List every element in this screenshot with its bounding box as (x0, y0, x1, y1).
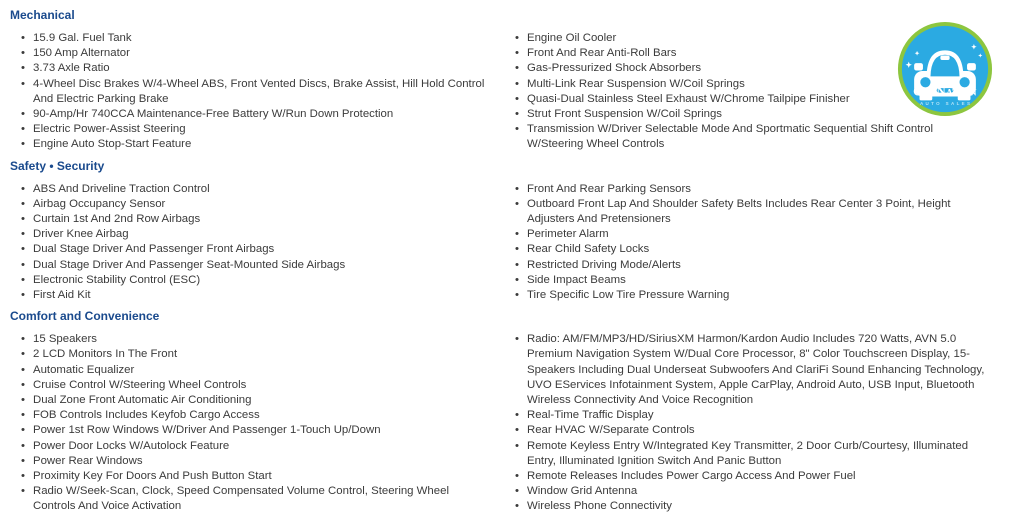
feature-item: • ABS And Driveline Traction Control (10, 182, 504, 197)
feature-item: • Power Door Locks W/Autolock Feature (10, 439, 504, 454)
feature-item: • Front And Rear Parking Sensors (504, 182, 1004, 197)
feature-item: • Tire Specific Low Tire Pressure Warning (504, 288, 1004, 303)
feature-item: • Radio W/Seek-Scan, Clock, Speed Compensated Volume Control, Steering Wheel Controls And Voice Activation (10, 484, 504, 514)
feature-item: • Remote Keyless Entry W/Integrated Key Transmitter, 2 Door Curb/Courtesy, Illuminated Entry, Illuminated Ignition Switch And Panic Button (504, 439, 1004, 469)
feature-item: • 15 Speakers (10, 332, 504, 347)
feature-item: • Dual Stage Driver And Passenger Front Airbags (10, 242, 504, 257)
feature-item: • FOB Controls Includes Keyfob Cargo Access (10, 408, 504, 423)
carnation-auto-sales-logo (896, 20, 994, 118)
section-title: Safety • Security (10, 158, 105, 173)
feature-item: • Electric Power-Assist Steering (10, 122, 504, 137)
feature-item: • Real-Time Traffic Display (504, 408, 1004, 423)
feature-item: • First Aid Kit (10, 288, 504, 303)
feature-item: • Side Impact Beams (504, 273, 1004, 288)
carnation-logo-graphic (896, 20, 994, 118)
feature-item: • Engine Auto Stop-Start Feature (10, 137, 504, 152)
feature-item: • Transmission W/Driver Selectable Mode And Sportmatic Sequential Shift Control W/Steering Wheel Controls (504, 122, 1004, 152)
feature-columns (10, 182, 1014, 304)
feature-sections (10, 8, 1014, 515)
feature-item: • Power 1st Row Windows W/Driver And Passenger 1-Touch Up/Down (10, 423, 504, 438)
section-title: Mechanical (10, 8, 75, 22)
feature-item: • Engine Oil Cooler (504, 31, 1004, 46)
feature-item: • Cruise Control W/Steering Wheel Controls (10, 378, 504, 393)
feature-item: • Radio: AM/FM/MP3/HD/SiriusXM Harmon/Kardon Audio Includes 720 Watts, AVN 5.0 Premium Navigation System W/Dual Core Processor, 8" Color Touchscreen Display, 15-Speakers Including Dual Underseat Subwoofers And ClariFi Sound Enhancing Technology, UVO EServices Infotainment System, Apple CarPlay, Android Auto, USB Input, Bluetooth Wireless Connectivity And Voice Recognition (504, 332, 1004, 408)
feature-item: • Remote Releases Includes Power Cargo Access And Power Fuel (504, 469, 1004, 484)
feature-item: • Driver Knee Airbag (10, 227, 504, 242)
feature-columns (10, 31, 1014, 153)
feature-list-left (10, 332, 504, 514)
feature-item: • 90-Amp/Hr 740CCA Maintenance-Free Battery W/Run Down Protection (10, 107, 504, 122)
feature-item: • Gas-Pressurized Shock Absorbers (504, 61, 1004, 76)
feature-item: • 3.73 Axle Ratio (10, 61, 504, 76)
feature-item: • Quasi-Dual Stainless Steel Exhaust W/Chrome Tailpipe Finisher (504, 92, 1004, 107)
feature-item: • Front And Rear Anti-Roll Bars (504, 46, 1004, 61)
feature-list-left (10, 182, 504, 304)
feature-item: • Wireless Phone Connectivity (504, 499, 1004, 514)
feature-item: • Curtain 1st And 2nd Row Airbags (10, 212, 504, 227)
feature-item: • Rear Child Safety Locks (504, 242, 1004, 257)
feature-item: • Dual Zone Front Automatic Air Conditioning (10, 393, 504, 408)
feature-list-left (10, 31, 504, 153)
feature-item: • Dual Stage Driver And Passenger Seat-Mounted Side Airbags (10, 258, 504, 273)
feature-item: • Window Grid Antenna (504, 484, 1004, 499)
feature-item: • 15.9 Gal. Fuel Tank (10, 31, 504, 46)
feature-section (10, 8, 1014, 153)
feature-item: • Multi-Link Rear Suspension W/Coil Springs (504, 77, 1004, 92)
feature-item: • 4-Wheel Disc Brakes W/4-Wheel ABS, Front Vented Discs, Brake Assist, Hill Hold Control And Electric Parking Brake (10, 77, 504, 107)
logo-brand-text: CarNation (913, 84, 977, 99)
feature-item: • Strut Front Suspension W/Coil Springs (504, 107, 1004, 122)
logo-tagline-text: AUTO SALES (919, 100, 973, 106)
feature-item: • 150 Amp Alternator (10, 46, 504, 61)
car-rearview-mirror (940, 55, 949, 60)
feature-item: • Proximity Key For Doors And Push Button Start (10, 469, 504, 484)
feature-section (10, 309, 1014, 514)
feature-item: • Airbag Occupancy Sensor (10, 197, 504, 212)
feature-item: • Perimeter Alarm (504, 227, 1004, 242)
feature-section (10, 159, 1014, 304)
section-title: Comfort and Convenience (10, 309, 160, 324)
feature-item: • Electronic Stability Control (ESC) (10, 273, 504, 288)
feature-item: • 2 LCD Monitors In The Front (10, 347, 504, 362)
feature-item: • Automatic Equalizer (10, 363, 504, 378)
feature-item: • Restricted Driving Mode/Alerts (504, 258, 1004, 273)
feature-item: • Outboard Front Lap And Shoulder Safety Belts Includes Rear Center 3 Point, Height Adjusters And Pretensioners (504, 197, 1004, 227)
feature-list-right (504, 332, 1004, 514)
feature-item: • Rear HVAC W/Separate Controls (504, 423, 1004, 438)
feature-list-right (504, 182, 1004, 304)
feature-columns (10, 332, 1014, 514)
feature-item: • Power Rear Windows (10, 454, 504, 469)
